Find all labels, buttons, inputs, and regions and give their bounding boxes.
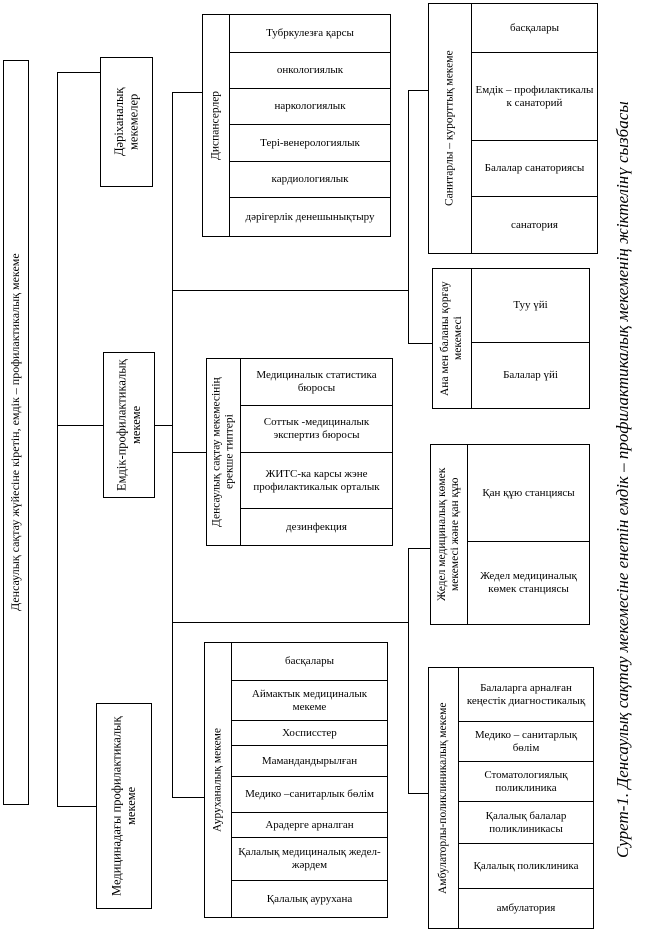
dispensers-title: Диспансерлер bbox=[209, 90, 222, 161]
sanatorium-item: Балалар санаториясы bbox=[472, 140, 597, 196]
root-right-line bbox=[57, 72, 58, 806]
special-group bbox=[206, 358, 393, 546]
hospital-item: Аймактык медициналык мекеме bbox=[232, 680, 387, 720]
emergency-title: Жедел медициналық көмек мекемесі және қан құю bbox=[435, 467, 461, 602]
hospital-item: Хосписстер bbox=[232, 720, 387, 745]
sanatorium-group bbox=[428, 3, 598, 254]
connector-treatment-trunk bbox=[155, 425, 172, 426]
connector-hospital bbox=[172, 797, 204, 798]
connector-pharmacy bbox=[57, 72, 100, 73]
connector-treatment bbox=[57, 425, 103, 426]
treatment-label: Емдік-профилактикалық мекеме bbox=[114, 359, 143, 491]
ambulatory-item: Медико – санитарлық бөлім bbox=[459, 721, 593, 761]
medical-label: Медицинадағы профилактикалық мекеме bbox=[109, 716, 138, 896]
hospital-title: Ауруханалық мекеме bbox=[211, 728, 224, 832]
figure-caption: Сурет-1. Денсаулық сақтау мекемесіне енетін емдік – профилактикалық мекеменің жіктелінү сызбасы bbox=[613, 101, 633, 859]
dispensers-item: онкологиялык bbox=[230, 52, 390, 88]
dispensers-group bbox=[202, 14, 391, 237]
hospital-item: басқалары bbox=[285, 655, 334, 668]
treatment-trunk-line bbox=[172, 92, 173, 797]
connector-maternal bbox=[408, 343, 432, 344]
maternal-item: Туу үйі bbox=[513, 299, 548, 312]
ambulatory-title: Амбулаторлы-поликлиникалық мекеме bbox=[436, 702, 449, 894]
connector-dispensers bbox=[172, 92, 202, 93]
dispensers-item: кардиологиялык bbox=[230, 161, 390, 197]
dispensers-item: наркологиялык bbox=[230, 88, 390, 124]
medical-box bbox=[96, 703, 152, 909]
special-title: Денсаулық сақтау мекемесінің ерекше типтері bbox=[210, 377, 236, 527]
root-title: Денсаулық сақтау жүйесіне кіретін, емдік – профилактикалық мекеме bbox=[8, 253, 23, 612]
maternal-title: Ана мен баланы қорғау мекемесі bbox=[438, 281, 464, 396]
connector-medical bbox=[57, 806, 96, 807]
dispensers-item: Тері-венерологиялык bbox=[230, 124, 390, 161]
emergency-item: Қан құю станциясы bbox=[482, 486, 575, 499]
ambulatory-item: Балаларга арналған кеңестік диагностикалық bbox=[466, 681, 586, 707]
maternal-group bbox=[432, 268, 590, 409]
emergency-group bbox=[430, 444, 590, 625]
special-item: Медициналык статистика бюросы bbox=[256, 369, 377, 394]
connector-emergency bbox=[408, 548, 430, 549]
connector-ambulatory bbox=[408, 793, 428, 794]
hospital-group bbox=[204, 642, 388, 918]
pharmacy-label: Дәріханалық мекемелер bbox=[112, 87, 141, 157]
ambulatory-item: Қалалық балалар поликлиникасы bbox=[459, 801, 593, 843]
connector-mid-branch bbox=[172, 290, 408, 291]
right-trunk-upper bbox=[408, 90, 409, 343]
special-item: ЖИТС-ка карсы жэне профилактикалык орталык bbox=[241, 452, 392, 508]
dispensers-item: Тубркулезға қарсы bbox=[266, 27, 354, 40]
dispensers-item: дәрігерлік денешынықтыру bbox=[230, 197, 390, 236]
special-item: Соттык -медициналык экспертиз бюросы bbox=[241, 405, 392, 452]
sanatorium-item: санатория bbox=[472, 196, 597, 253]
hospital-item: Арадерге арналган bbox=[232, 812, 387, 837]
connector-sanatorium bbox=[408, 90, 428, 91]
emergency-item: Жедел медициналық көмек станциясы bbox=[468, 541, 589, 624]
hospital-item: Қалалық аурухана bbox=[232, 880, 387, 917]
root-box bbox=[3, 60, 29, 805]
sanatorium-item: басқалары bbox=[510, 21, 559, 34]
hospital-item: Медико –санитарлык бөлім bbox=[232, 776, 387, 812]
hospital-item: Қалалық медициналық жедел-жәрдем bbox=[232, 837, 387, 880]
ambulatory-item: Стоматологиялық поликлиника bbox=[459, 761, 593, 801]
connector-low-branch bbox=[172, 622, 408, 623]
ambulatory-group bbox=[428, 667, 594, 929]
hospital-item: Мамандандырылған bbox=[232, 745, 387, 776]
pharmacy-box bbox=[100, 57, 153, 187]
sanatorium-title: Санитарлы – курорттық мекеме bbox=[443, 50, 456, 207]
sanatorium-item: Емдік – профилактикалы к санаторий bbox=[472, 52, 597, 140]
treatment-box bbox=[103, 352, 155, 498]
special-item: дезинфекция bbox=[241, 508, 392, 545]
ambulatory-item: Қалалық поликлиника bbox=[459, 843, 593, 888]
right-trunk-lower bbox=[408, 548, 409, 793]
connector-special bbox=[172, 452, 206, 453]
ambulatory-item: амбулатория bbox=[459, 888, 593, 928]
maternal-item: Балалар үйі bbox=[472, 342, 589, 408]
